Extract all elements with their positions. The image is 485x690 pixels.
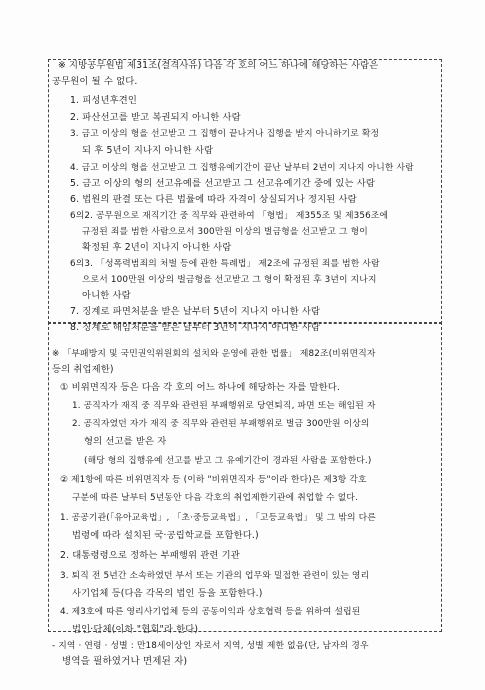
footer-line2: 병역을 필하였거나 면제된 자) bbox=[62, 656, 188, 667]
clause-2-cont: 구분에 따른 날부터 5년동안 다음 각호의 취업제한기관에 취업할 수 없다. bbox=[72, 493, 358, 503]
section1-header-line2: 공무원이 될 수 없다. bbox=[52, 76, 138, 87]
list-item: 6의3. 「성폭력범죄의 처벌 등에 관한 특례법」 제2조에 규정된 죄를 범한 사람 bbox=[70, 259, 380, 269]
section2-title: ※ 「부패방지 및 국민권익위원회의 설치와 운영에 관한 법률」 제82조(비위면직자 bbox=[52, 349, 376, 359]
list-item: 2. 공직자였던 자가 재직 중 직무와 관련된 부패행위로 벌금 300만원 이상의 bbox=[72, 419, 370, 429]
list-item: 되 후 5년이 지나지 아니한 사람 bbox=[82, 145, 214, 156]
list-item: 3. 금고 이상의 형을 선고받고 그 집행이 끝나거나 집행을 받지 아니하기로 확정 bbox=[70, 129, 380, 139]
list-item: 사기업체 등(다음 각목의 법인 등을 포함한다.) bbox=[72, 588, 263, 599]
list-item: 4. 제3호에 따른 영리사기업체 등의 공동이익과 상호협력 등을 위하여 설립된 bbox=[60, 607, 361, 617]
list-item: 법인·단체(이하 "협회"라 한다) bbox=[72, 624, 199, 635]
list-item: 3. 퇴직 전 5년간 소속하였던 부서 또는 기관의 업무와 밀접한 관련이 있는 영리 bbox=[60, 571, 370, 581]
list-item: 확정된 후 2년이 지나지 아니한 사람 bbox=[82, 242, 232, 253]
section2-title-cont: 등의 취업제한) bbox=[52, 364, 114, 375]
list-item: 7. 징계로 파면처분을 받은 날부터 5년이 지나지 아니한 사람 bbox=[70, 306, 321, 317]
list-item: 아니한 사람 bbox=[82, 290, 131, 301]
list-item: 8. 징계로 해임처분을 받은 날부터 3년이 지나지 아니한 사람 bbox=[70, 322, 321, 333]
list-item: 2. 대통령령으로 정하는 부패행위 관련 기관 bbox=[60, 550, 240, 561]
section1-header-line1: ※ 지방공무원법 제31조(결격사유) 다음 각 호의 어느 하나에 해당하는 사람은 bbox=[58, 60, 379, 71]
list-item: 형의 선고를 받은 자 bbox=[84, 436, 167, 447]
list-item: 규정된 죄를 범한 사람으로서 300만원 이상의 벌금형을 선고받고 그 형이 bbox=[82, 227, 368, 237]
list-item: 으로서 100만원 이상의 벌금형을 선고받고 그 형이 확정된 후 3년이 지나지 bbox=[82, 275, 377, 285]
list-item: 1. 공직자가 재직 중 직무와 관련된 부패행위로 당연퇴직, 파면 또는 해임된 자 bbox=[72, 401, 376, 411]
list-item: (해당 형의 집행유예 선고를 받고 그 유예기간이 경과된 사람을 포함한다.) bbox=[84, 456, 372, 466]
list-item: 법령에 따라 설치된 국·공립학교를 포함한다.) bbox=[72, 530, 259, 541]
list-item: 4. 금고 이상의 형을 선고받고 그 집행유예기간이 끝난 날부터 2년이 지나지 아니한 사람 bbox=[70, 163, 414, 173]
clause-1: ① 비위면직자 등은 다음 각 호의 어느 하나에 해당하는 자를 말한다. bbox=[60, 382, 341, 393]
list-item: 6의2. 공무원으로 재직기간 중 직무와 관련하여 「형법」 제355조 및 제356조에 bbox=[70, 211, 389, 221]
footer-line1: - 지역 · 연령 · 성별 : 만18세이상인 자로서 지역, 성별 제한 없음(단, 남자의 경우 bbox=[52, 641, 369, 651]
list-item: 1. 피성년후견인 bbox=[70, 95, 138, 106]
list-item: 2. 파산선고를 받고 복권되지 아니한 사람 bbox=[70, 112, 241, 123]
clause-2: ② 제1항에 따른 비위면직자 등 (이하 "비위면직자 등"이라 한다)은 제3항 각호 bbox=[60, 475, 367, 485]
list-item: 5. 금고 이상의 형의 선고유예를 선고받고 그 선고유예기간 중에 있는 사람 bbox=[70, 178, 376, 189]
list-item: 6. 법원의 판결 또는 다른 법률에 따라 자격이 상실되거나 정지된 사람 bbox=[70, 194, 357, 205]
list-item: 1. 공공기관(「유아교육법」, 「초·중등교육법」, 「고등교육법」 및 그 밖의 다른 bbox=[60, 513, 376, 523]
